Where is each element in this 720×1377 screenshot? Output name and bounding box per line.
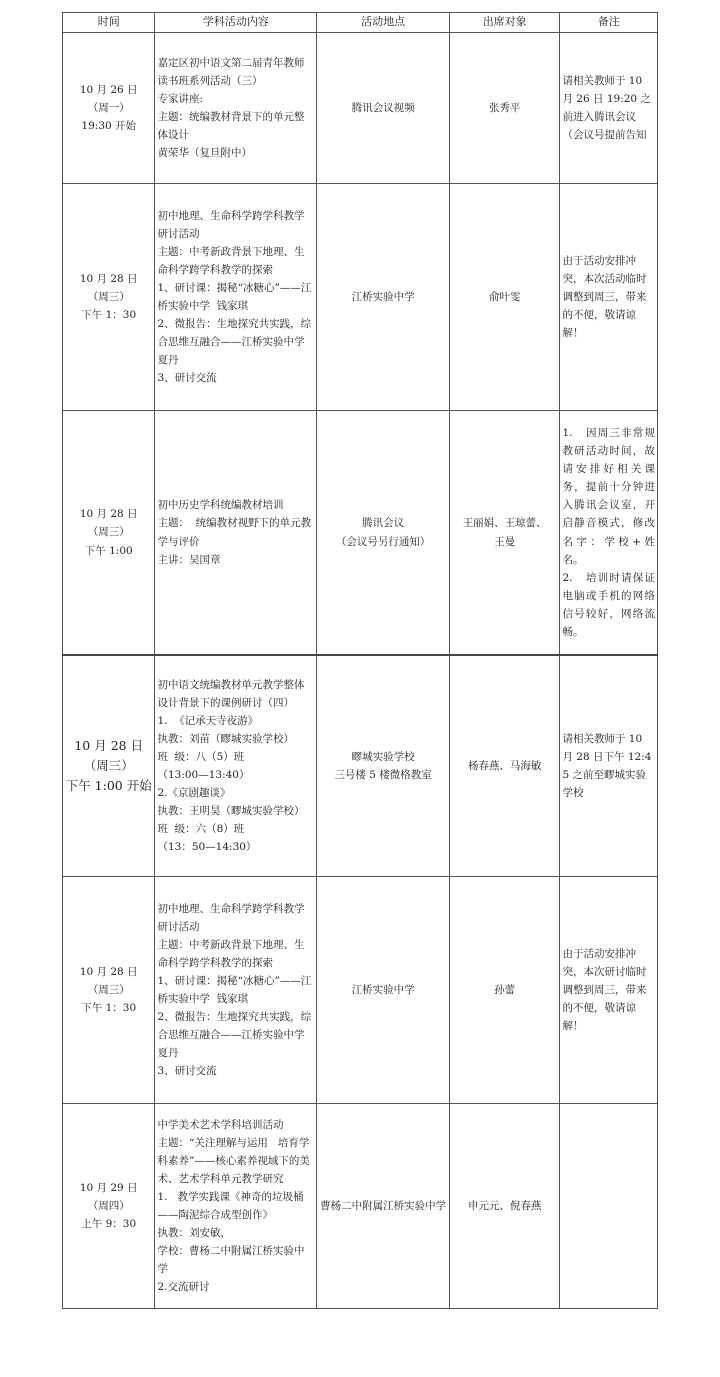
- content-line: 1. 《记承天寺夜游》: [157, 714, 259, 727]
- time-date: 10 月 28 日: [79, 272, 138, 285]
- content-cell: [155, 33, 317, 184]
- time-weekday: （周四）: [87, 1199, 130, 1212]
- place-cell: [317, 33, 450, 184]
- attendees-cell: [449, 184, 560, 411]
- note-line: 请相关教师于 10 月 26 日 19:20 之前进入腾讯会议（会议号提前告知: [562, 74, 651, 142]
- content-cell: [155, 877, 317, 1104]
- attendees-cell: [449, 877, 560, 1104]
- content-line: 2.交流研讨: [157, 1281, 210, 1294]
- note-cell: [560, 877, 658, 1104]
- time-cell: [63, 33, 155, 184]
- content-line: 2、微报告：生地探究共实践，综合思维互融合——江桥实验中学夏丹: [157, 1011, 312, 1060]
- header-attendees: 出席对象: [449, 13, 560, 33]
- time-date: 10 月 28 日: [79, 965, 138, 978]
- time-date: 10 月 28 日: [79, 508, 138, 521]
- time-clock: 下午 1：30: [81, 309, 137, 322]
- content-line: 初中语文统编教材单元教学整体设计背景下的课例研讨（四）: [157, 678, 305, 709]
- content-line: 初中地理、生命科学跨学科教学研讨活动: [157, 209, 305, 240]
- header-note: 备注: [560, 13, 658, 33]
- content-line: 执教：刘苗（疁城实验学校）: [157, 732, 294, 745]
- content-line: 1、研讨课：揭秘“冰糖心”——江桥实验中学 钱家琪: [157, 974, 312, 1005]
- attendees-line: 张秀平: [488, 101, 521, 114]
- note-line: 由于活动安排冲突，本次活动临时调整到周三，带来的不便，敬请谅解！: [562, 254, 647, 340]
- place-line: 曹杨二中附属江桥实验中学: [320, 1199, 447, 1212]
- schedule-table: [62, 12, 658, 1309]
- time-date: 10 月 28 日: [74, 738, 144, 753]
- content-line: 中学美术艺术学科培训活动: [157, 1118, 284, 1131]
- note-cell: [560, 33, 658, 184]
- content-line: 主题：统编教材背景下的单元整体设计: [157, 111, 305, 142]
- attendees-cell: [449, 1104, 560, 1309]
- content-line: 3、研讨交流: [157, 1065, 217, 1078]
- content-cell: [155, 655, 317, 877]
- content-cell: [155, 1104, 317, 1309]
- note-cell: [560, 655, 658, 877]
- attendees-cell: [449, 411, 560, 656]
- place-cell: [317, 411, 450, 656]
- place-cell: [317, 655, 450, 877]
- place-line: 三号楼 5 楼微格教室: [334, 769, 432, 781]
- place-line: 腾讯会议: [362, 517, 405, 530]
- content-line: 班 级：六（8）班: [157, 823, 245, 836]
- attendees-line: 俞叶雯: [488, 290, 521, 303]
- content-line: 2、微报告：生地探究共实践，综合思维互融合——江桥实验中学夏丹: [157, 318, 312, 367]
- attendees-line: 申元元、倪春燕: [467, 1199, 542, 1212]
- content-line: 班 级：八（5）班: [157, 750, 245, 763]
- time-clock: 下午 1：30: [81, 1002, 137, 1015]
- time-clock: 下午 1:00: [84, 544, 133, 557]
- content-line: 专家讲座:: [157, 92, 203, 105]
- note-cell: [560, 184, 658, 411]
- time-clock: 下午 1:00 开始: [65, 778, 152, 793]
- content-line: 主题：“关注理解与运用 培育学科素养”——核心素养视域下的美术、艺术学科单元教学研究: [157, 1136, 310, 1185]
- header-row: [63, 13, 658, 33]
- header-time: 时间: [63, 13, 155, 33]
- attendees-line: 王丽娟、王琼蕾、: [462, 517, 547, 530]
- table-row: [63, 877, 658, 1104]
- attendees-cell: [449, 655, 560, 877]
- note-line: 请相关教师于 10 月 28 日下午 12:45 之前至疁城实验学校: [562, 732, 652, 800]
- time-clock: 上午 9：30: [81, 1218, 137, 1231]
- content-line: 学校：曹杨二中附属江桥实验中学: [157, 1245, 305, 1276]
- place-line: 江桥实验中学: [351, 290, 415, 303]
- note-line: 由于活动安排冲突，本次研讨临时调整到周三，带来的不便，敬请谅解！: [562, 947, 647, 1033]
- content-line: 2.《京剧趣谈》: [157, 787, 231, 800]
- place-line: 江桥实验中学: [351, 983, 415, 996]
- header-place: 活动地点: [317, 13, 450, 33]
- content-line: 黄荣华（复旦附中）: [157, 147, 252, 160]
- time-cell: [63, 411, 155, 656]
- place-line: 腾讯会议视频: [351, 101, 415, 114]
- attendees-line: 杨春燕、马海敏: [467, 759, 542, 772]
- content-cell: [155, 184, 317, 411]
- attendees-line: 孙蕾: [494, 983, 516, 996]
- place-cell: [317, 184, 450, 411]
- content-line: 主题： 统编教材视野下的单元教学与评价: [157, 517, 312, 548]
- table-row: [63, 1104, 658, 1309]
- time-cell: [63, 877, 155, 1104]
- content-line: 执教：王明昊（疁城实验学校）: [157, 805, 305, 818]
- content-line: （13:00—13:40）: [157, 769, 250, 781]
- time-weekday: （周三）: [87, 983, 130, 996]
- note-line: 2. 培训时请保证电脑或手机的网络信号较好，网络流畅。: [562, 571, 655, 638]
- content-line: 1. 教学实践课《神奇的垃圾桶——陶泥综合成型创作》: [157, 1190, 304, 1221]
- attendees-line: 王曼: [494, 535, 516, 548]
- content-line: 初中地理、生命科学跨学科教学研讨活动: [157, 902, 305, 933]
- attendees-cell: [449, 33, 560, 184]
- note-line: 1. 因周三非常规教研活动时间，故请安排好相关课务，提前十分钟进入腾讯会议室，开启静音模式，修改名字：学校+姓名。: [562, 427, 655, 566]
- content-line: 初中历史学科统编教材培训: [157, 499, 284, 512]
- note-cell: [560, 411, 658, 656]
- content-line: 主讲：吴国章: [157, 553, 221, 566]
- content-cell: [155, 411, 317, 656]
- time-date: 10 月 26 日: [79, 83, 138, 96]
- header-content: 学科活动内容: [155, 13, 317, 33]
- table-row: [63, 411, 658, 656]
- time-weekday: （周三）: [87, 290, 130, 303]
- time-clock: 19:30 开始: [81, 120, 137, 133]
- time-cell: [63, 1104, 155, 1309]
- table-row: [63, 655, 658, 877]
- table-row: [63, 33, 658, 184]
- place-cell: [317, 1104, 450, 1309]
- time-cell: [63, 655, 155, 877]
- time-cell: [63, 184, 155, 411]
- content-line: 嘉定区初中语文第二届青年教师读书班系列活动（三）: [157, 56, 305, 87]
- time-weekday: （周一）: [87, 101, 130, 114]
- note-cell: [560, 1104, 658, 1309]
- time-weekday: （周三）: [83, 758, 134, 773]
- content-line: 主题：中考新政背景下地理、生命科学跨学科教学的探索: [157, 938, 305, 969]
- place-cell: [317, 877, 450, 1104]
- table-row: [63, 184, 658, 411]
- content-line: 主题：中考新政背景下地理、生命科学跨学科教学的探索: [157, 245, 305, 276]
- time-weekday: （周三）: [87, 526, 130, 539]
- place-line: （会议号另行通知）: [335, 535, 431, 548]
- content-line: （13：50—14:30）: [157, 841, 257, 854]
- place-line: 疁城实验学校: [351, 750, 415, 763]
- content-line: 执教：刘安敏，: [157, 1227, 231, 1240]
- content-line: 3、研讨交流: [157, 372, 217, 385]
- content-line: 1、研讨课：揭秘“冰糖心”——江桥实验中学 钱家琪: [157, 281, 312, 312]
- time-date: 10 月 29 日: [79, 1181, 138, 1194]
